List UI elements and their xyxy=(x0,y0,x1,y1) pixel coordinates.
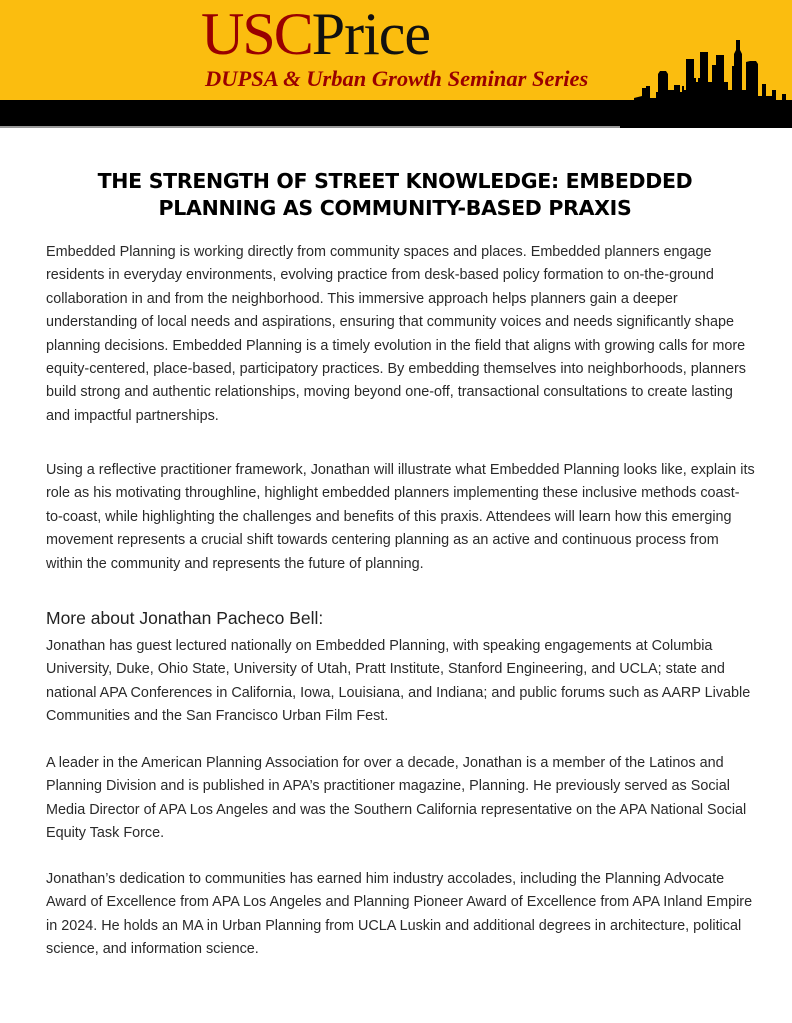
logo-price: Price xyxy=(311,1,430,67)
title-line-1: THE STRENGTH OF STREET KNOWLEDGE: EMBEDDED xyxy=(97,169,693,193)
intro-paragraph: Embedded Planning is working directly from community spaces and places. Embedded planners engage residents in everyday environments, evolving practice from desk-based policy formation to on-the-ground collaboration in and from the neighborhood. This immersive approach helps planners gain a deeper understanding of local needs and aspirations, ensuring that community voices and needs significantly shape planning decisions. Embedded Planning is a timely evolution in the field that aligns with growing calls for more equity-centered, place-based, participatory practices. By embedding themselves into neighborhoods, planners build strong and authentic relationships, moving beyond one-off, transactional consultations to create lasting and impactful partnerships. xyxy=(46,244,746,424)
logo-usc: USC xyxy=(201,1,312,67)
page-title xyxy=(40,168,750,222)
usc-price-logo xyxy=(201,2,430,66)
title-line-2: PLANNING AS COMMUNITY-BASED PRAXIS xyxy=(158,196,632,220)
city-skyline-icon xyxy=(620,30,792,128)
bio-heading: More about Jonathan Pacheco Bell: xyxy=(46,608,324,628)
seminar-series-title: DUPSA & Urban Growth Seminar Series xyxy=(205,66,589,91)
framework-paragraph: Using a reflective practitioner framework, Jonathan will illustrate what Embedded Planning looks like, explain its role as his motivating throughline, highlight embedded planners implementing these inclusive methods coast-to-coast, while highlighting the challenges and benefits of this praxis. Attendees will learn how this emerging movement represents a crucial shift towards centering planning as an active and continuous process from within the community and represents the future of planning. xyxy=(46,462,755,572)
bio-awards-paragraph: Jonathan’s dedication to communities has earned him industry accolades, including the Planning Advocate Award of Excellence from APA Los Angeles and Planning Pioneer Award of Excellence from APA Inland Empire in 2024. He holds an MA in Urban Planning from UCLA Luskin and additional degrees in architecture, political science, and information science. xyxy=(46,871,753,958)
bio-leadership-paragraph: A leader in the American Planning Association for over a decade, Jonathan is a member of the Latinos and Planning Division and is published in APA’s practitioner magazine, Planning. He previously served as Social Media Director of APA Los Angeles and was the Southern California representative on the APA National Social Equity Task Force. xyxy=(46,755,747,842)
bio-lectures-paragraph: Jonathan has guest lectured nationally on Embedded Planning, with speaking engagements at Columbia University, Duke, Ohio State, University of Utah, Pratt Institute, Stanford Engineering, and UCLA; state and national APA Conferences in California, Iowa, Louisiana, and Indiana; and public forums such as AARP Livable Communities and the San Francisco Urban Film Fest. xyxy=(46,638,751,725)
